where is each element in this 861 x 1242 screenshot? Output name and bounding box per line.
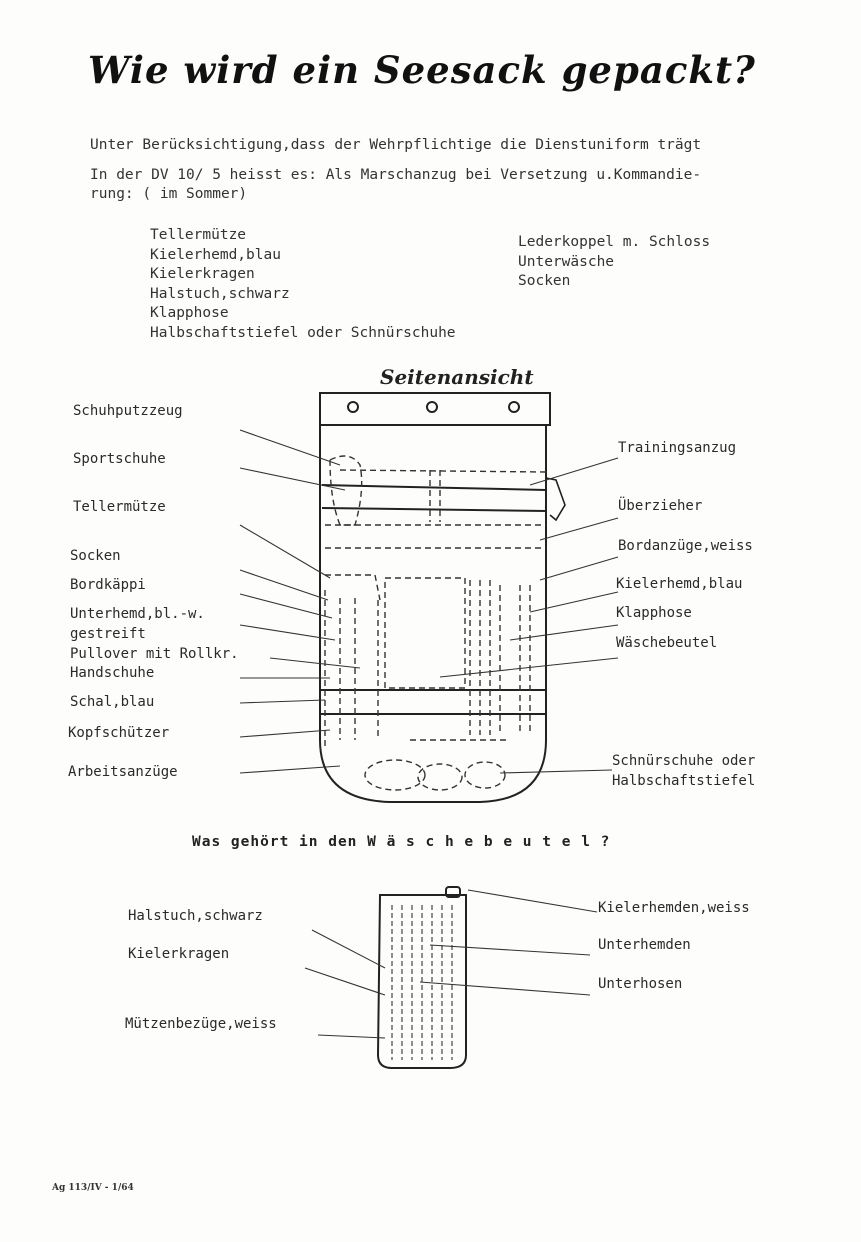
label-arbeitsanzuege: Arbeitsanzüge [68,764,178,780]
label-unterhemden: Unterhemden [598,937,691,953]
side-view-heading: Seitenansicht [380,365,534,389]
label-halstuch: Halstuch,schwarz [128,908,263,924]
label-kielerhemden: Kielerhemden,weiss [598,900,750,916]
list-item: Socken [518,273,571,289]
label-pullover: Pullover mit Rollkr. [70,646,239,662]
list-item: Halbschaftstiefel oder Schnürschuhe [150,324,456,341]
label-kielerkragen: Kielerkragen [128,946,230,962]
label-ueberzieher: Überzieher [618,498,703,514]
list-item: Halstuch,schwarz [150,285,290,302]
label-handschuhe: Handschuhe [70,665,155,681]
label-kielerhemd: Kielerhemd,blau [616,576,743,592]
list-item: Tellermütze [150,227,247,243]
label-sportschuhe: Sportschuhe [73,451,166,467]
label-trainingsanzug: Trainingsanzug [618,440,737,456]
list-item: Lederkoppel m. Schloss [518,234,711,250]
label-waeschebeutel: Wäschebeutel [616,635,718,651]
label-unterhemd: Unterhemd,bl.-w. [70,606,205,622]
list-item: Kielerkragen [150,266,255,282]
label-unterhosen: Unterhosen [598,976,683,992]
list-item: Unterwäsche [518,253,615,270]
list-item: Klapphose [150,305,229,321]
label-bordkaeppi: Bordkäppi [70,577,146,593]
label-halbschaftstiefel: Halbschaftstiefel [612,773,756,789]
label-schal: Schal,blau [70,694,155,710]
label-bordanzuege: Bordanzüge,weiss [618,538,753,554]
eyelet-icon [348,402,358,412]
intro-line-3: rung: ( im Sommer) [90,186,248,202]
list-item: Kielerhemd,blau [150,246,281,263]
label-kopfschuetzer: Kopfschützer [68,725,170,741]
laundry-bag-question: Was gehört in den W ä s c h e b e u t e l ? [192,834,611,850]
label-schnuerschuhe: Schnürschuhe oder [612,753,756,769]
label-muetzenbezuege: Mützenbezüge,weiss [125,1016,277,1032]
intro-line-1: Unter Berücksichtigung,dass der Wehrpflichtige die Dienstuniform trägt [90,137,702,153]
label-schuhputzzeug: Schuhputzzeug [73,403,183,419]
label-klapphose: Klapphose [616,605,692,621]
page-title: Wie wird ein Seesack gepackt? [88,48,756,92]
document-code: Ag 113/IV - 1/64 [52,1183,134,1193]
label-tellermuetze: Tellermütze [73,499,166,515]
intro-line-2: In der DV 10/ 5 heisst es: Als Marschanzug bei Versetzung u.Kommandie- [90,167,702,183]
eyelet-icon [509,402,519,412]
label-socken: Socken [70,548,121,564]
eyelet-icon [427,402,437,412]
label-gestreift: gestreift [70,626,146,642]
